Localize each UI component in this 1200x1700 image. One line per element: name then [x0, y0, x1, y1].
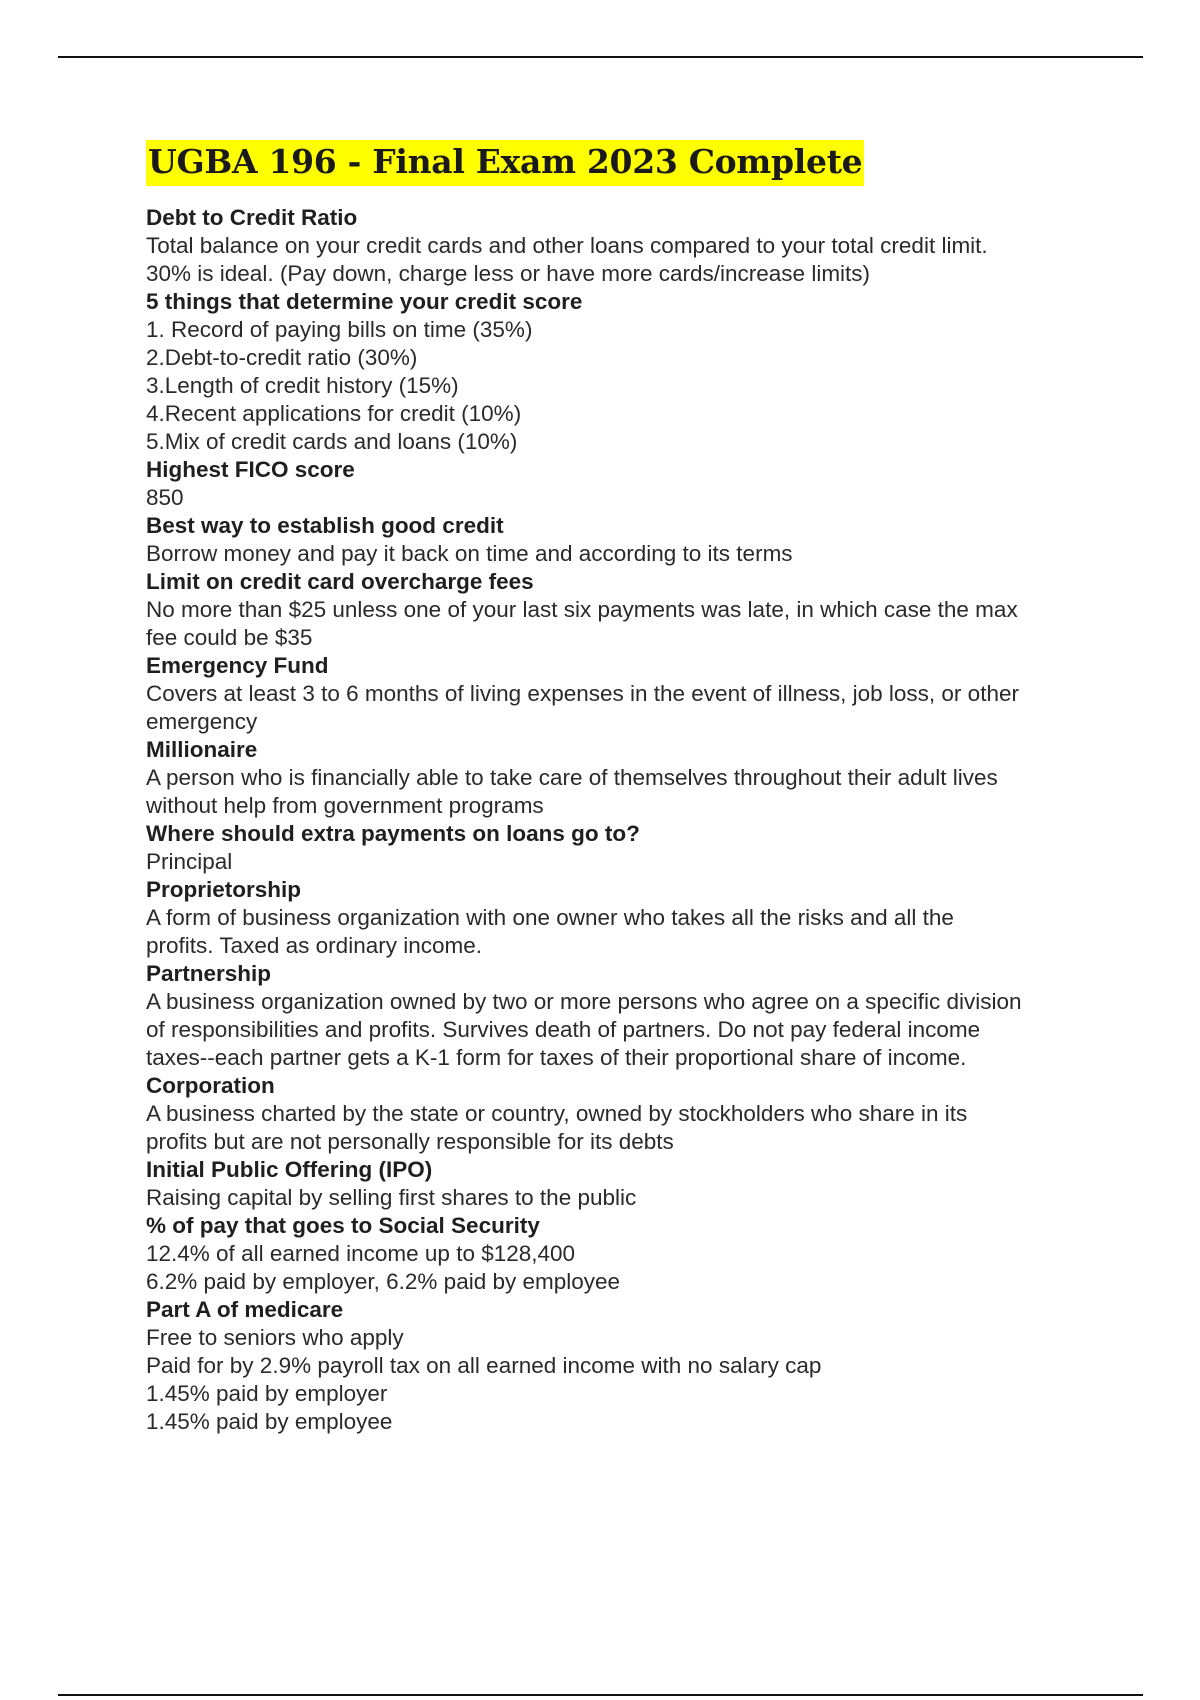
entry-term: Corporation — [146, 1073, 275, 1098]
entry-term: Emergency Fund — [146, 653, 329, 678]
entry-definition: Covers at least 3 to 6 months of living expenses in the event of illness, job loss, or other emergency — [146, 681, 1019, 734]
entry-definition: 1. Record of paying bills on time (35%) 2.Debt-to-credit ratio (30%) 3.Length of credit history (15%) 4.Recent applications for credit (10%) 5.Mix of credit cards and loans (10%) — [146, 317, 533, 454]
entry-term: Where should extra payments on loans go to? — [146, 821, 640, 846]
flashcard-entry — [146, 288, 1106, 456]
flashcard-entry — [146, 652, 1106, 736]
bottom-divider — [58, 1694, 1143, 1696]
entry-definition: 850 — [146, 485, 184, 510]
entry-term: Partnership — [146, 961, 272, 986]
flashcard-entry — [146, 512, 1106, 568]
document-page — [146, 140, 1106, 1436]
entry-term: Highest FICO score — [146, 457, 355, 482]
entry-definition: Free to seniors who apply Paid for by 2.9% payroll tax on all earned income with no salary cap 1.45% paid by employer 1.45% paid by employee — [146, 1325, 822, 1434]
entry-definition: A person who is financially able to take care of themselves throughout their adult lives without help from government programs — [146, 765, 998, 818]
entry-definition: Total balance on your credit cards and other loans compared to your total credit limit. 30% is ideal. (Pay down, charge less or have more cards/increase limits) — [146, 233, 988, 286]
entry-definition: A form of business organization with one owner who takes all the risks and all the profits. Taxed as ordinary income. — [146, 905, 954, 958]
flashcard-entry — [146, 960, 1106, 1072]
flashcard-entry — [146, 456, 1106, 512]
entry-definition: 12.4% of all earned income up to $128,400 6.2% paid by employer, 6.2% paid by employee — [146, 1241, 621, 1294]
entry-definition: A business organization owned by two or more persons who agree on a specific division of responsibilities and profits. Survives death of partners. Do not pay federal income taxes--each partner gets a K-1 form for taxes of their proportional share of income. — [146, 989, 1022, 1070]
flashcard-entry — [146, 1212, 1106, 1296]
entry-definition: No more than $25 unless one of your last six payments was late, in which case the max fee could be $35 — [146, 597, 1018, 650]
flashcard-entry — [146, 820, 1106, 876]
entry-term: Proprietorship — [146, 877, 302, 902]
entry-term: Debt to Credit Ratio — [146, 205, 358, 230]
entry-definition: Raising capital by selling first shares to the public — [146, 1185, 637, 1210]
flashcard-entry — [146, 1156, 1106, 1212]
entry-term: Limit on credit card overcharge fees — [146, 569, 534, 594]
entry-definition: Principal — [146, 849, 233, 874]
flashcard-entry — [146, 1072, 1106, 1156]
top-divider — [58, 56, 1143, 58]
entry-term: Millionaire — [146, 737, 258, 762]
entry-term: 5 things that determine your credit score — [146, 289, 583, 314]
entry-term: Part A of medicare — [146, 1297, 344, 1322]
flashcard-entry — [146, 568, 1106, 652]
entry-definition: Borrow money and pay it back on time and according to its terms — [146, 541, 793, 566]
entry-definition: A business charted by the state or country, owned by stockholders who share in its profits but are not personally responsible for its debts — [146, 1101, 968, 1154]
flashcard-entry — [146, 1296, 1106, 1436]
flashcard-entry — [146, 736, 1106, 820]
flashcard-entry — [146, 876, 1106, 960]
entry-term: Best way to establish good credit — [146, 513, 504, 538]
document-title: UGBA 196 - Final Exam 2023 Complete — [146, 140, 864, 186]
entry-term: % of pay that goes to Social Security — [146, 1213, 540, 1238]
flashcard-entry — [146, 204, 1106, 288]
flashcard-list — [146, 204, 1106, 1436]
entry-term: Initial Public Offering (IPO) — [146, 1157, 433, 1182]
